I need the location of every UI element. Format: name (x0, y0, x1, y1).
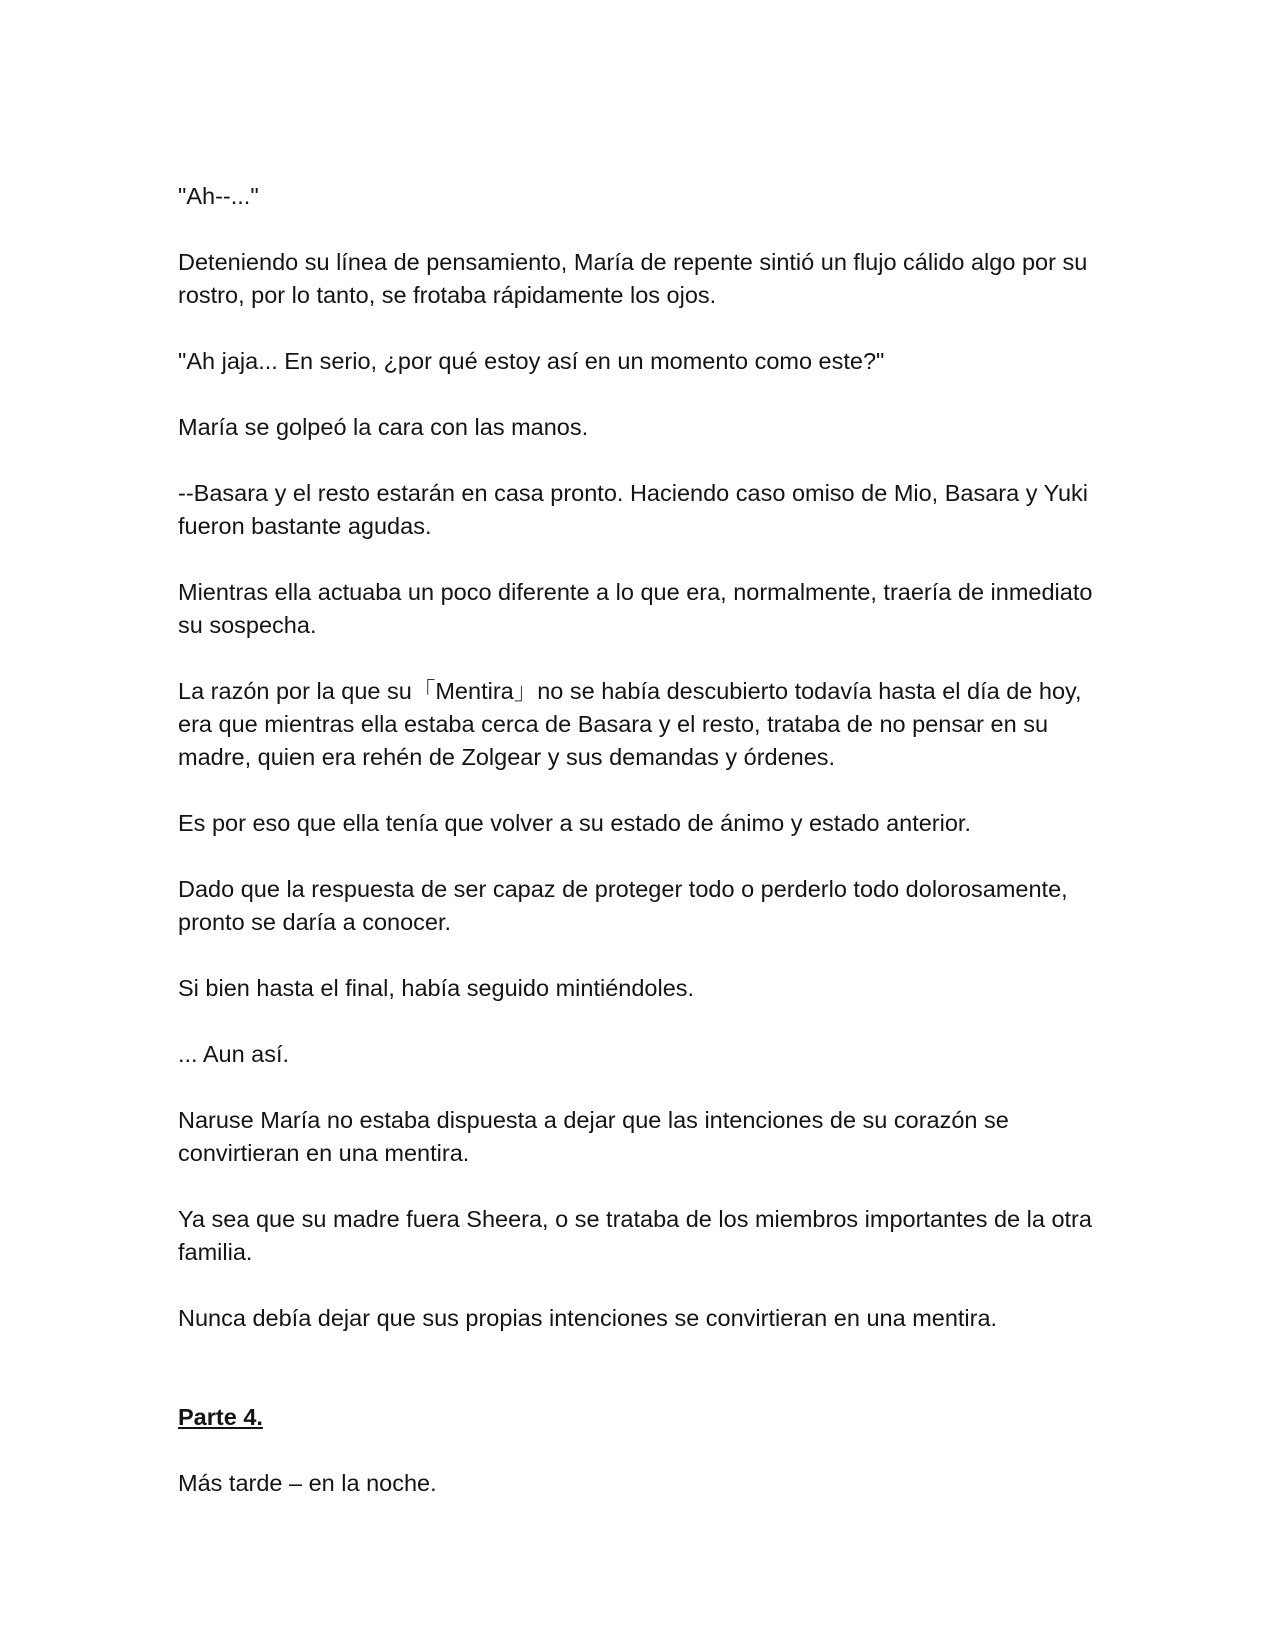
paragraph-8: Es por eso que ella tenía que volver a su estado de ánimo y estado anterior. (178, 810, 971, 836)
paragraph-4: María se golpeó la cara con las manos. (178, 414, 589, 440)
paragraph-3: "Ah jaja... En serio, ¿por qué estoy así en un momento como este?" (178, 348, 885, 374)
paragraph-7: La razón por la que su「Mentira」no se había descubierto todavía hasta el día de hoy, era que mientras ella estaba cerca de Basara y el resto, trataba de no pensar en su madre, quien era rehén de Zolgear y sus demandas y órdenes. (178, 678, 1082, 770)
paragraph-2: Deteniendo su línea de pensamiento, María de repente sintió un flujo cálido algo por su rostro, por lo tanto, se frotaba rápidamente los ojos. (178, 249, 1088, 308)
paragraph-6: Mientras ella actuaba un poco diferente a lo que era, normalmente, traería de inmediato su sospecha. (178, 579, 1093, 638)
paragraph-14: Nunca debía dejar que sus propias intenciones se convirtieran en una mentira. (178, 1305, 998, 1331)
paragraph-13: Ya sea que su madre fuera Sheera, o se trataba de los miembros importantes de la otra familia. (178, 1206, 1092, 1265)
paragraph-12: Naruse María no estaba dispuesta a dejar que las intenciones de su corazón se convirtieran en una mentira. (178, 1107, 1009, 1166)
section-heading: Parte 4. (178, 1404, 263, 1430)
paragraph-5: --Basara y el resto estarán en casa pronto. Haciendo caso omiso de Mio, Basara y Yuki fueron bastante agudas. (178, 480, 1089, 539)
paragraph-1: "Ah--..." (178, 183, 259, 209)
document-body (178, 180, 1098, 1533)
paragraph-11: ... Aun así. (178, 1041, 290, 1067)
paragraph-9: Dado que la respuesta de ser capaz de proteger todo o perderlo todo dolorosamente, pronto se daría a conocer. (178, 876, 1068, 935)
paragraph-10: Si bien hasta el final, había seguido mintiéndoles. (178, 975, 695, 1001)
paragraph-after-heading: Más tarde – en la noche. (178, 1470, 437, 1496)
